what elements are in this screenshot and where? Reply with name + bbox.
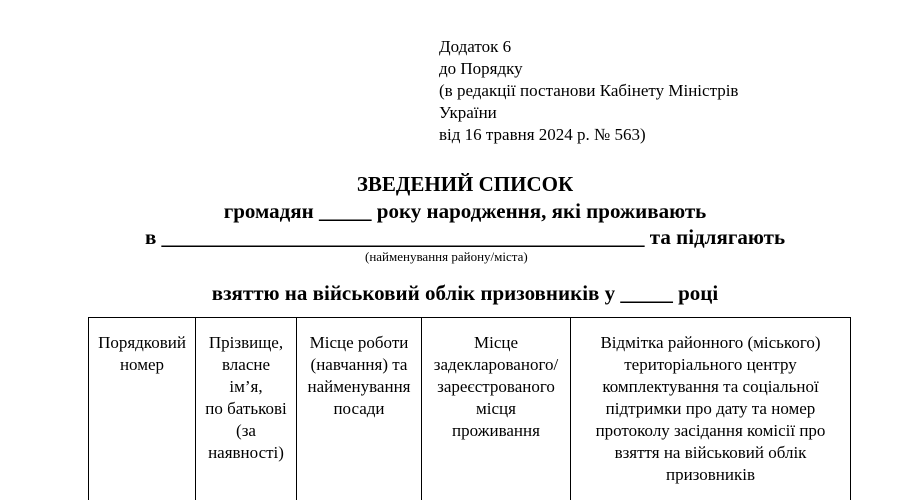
appendix-line: від 16 травня 2024 р. № 563) — [439, 125, 646, 144]
appendix-line: України — [439, 103, 497, 122]
header-workplace: Місце роботи (навчання) та найменування посади — [297, 318, 422, 500]
appendix-line: Додаток 6 — [439, 37, 512, 56]
summary-table — [88, 317, 851, 500]
title-district-line: в ______________________________________________ та підлягають — [144, 225, 786, 249]
appendix-line: до Порядку — [439, 59, 523, 78]
appendix-line: (в редакції постанови Кабінету Міністрів — [439, 81, 739, 100]
header-residence: Місце задекларованого/ зареєстрованого місця проживання — [422, 318, 571, 500]
header-serial-number: Порядковий номер — [89, 318, 196, 500]
header-tcc-mark: Відмітка районного (міського) територіального центру комплектування та соціальної підтримки про дату та номер протоколу засідання комісії про взяття на військовий облік призовників — [571, 318, 851, 500]
header-full-name: Прізвище, власне ім’я, по батькові (за наявності) — [196, 318, 297, 500]
title-registration-line: взяттю на військовий облік призовників у _____ році — [211, 281, 719, 305]
title-citizens-line: громадян _____ року народження, які проживають — [223, 199, 707, 223]
appendix-note — [439, 36, 799, 146]
district-caption: (найменування району/міста) — [365, 249, 528, 264]
table-header-row — [89, 318, 851, 500]
document-title: ЗВЕДЕНИЙ СПИСОК — [356, 172, 574, 196]
